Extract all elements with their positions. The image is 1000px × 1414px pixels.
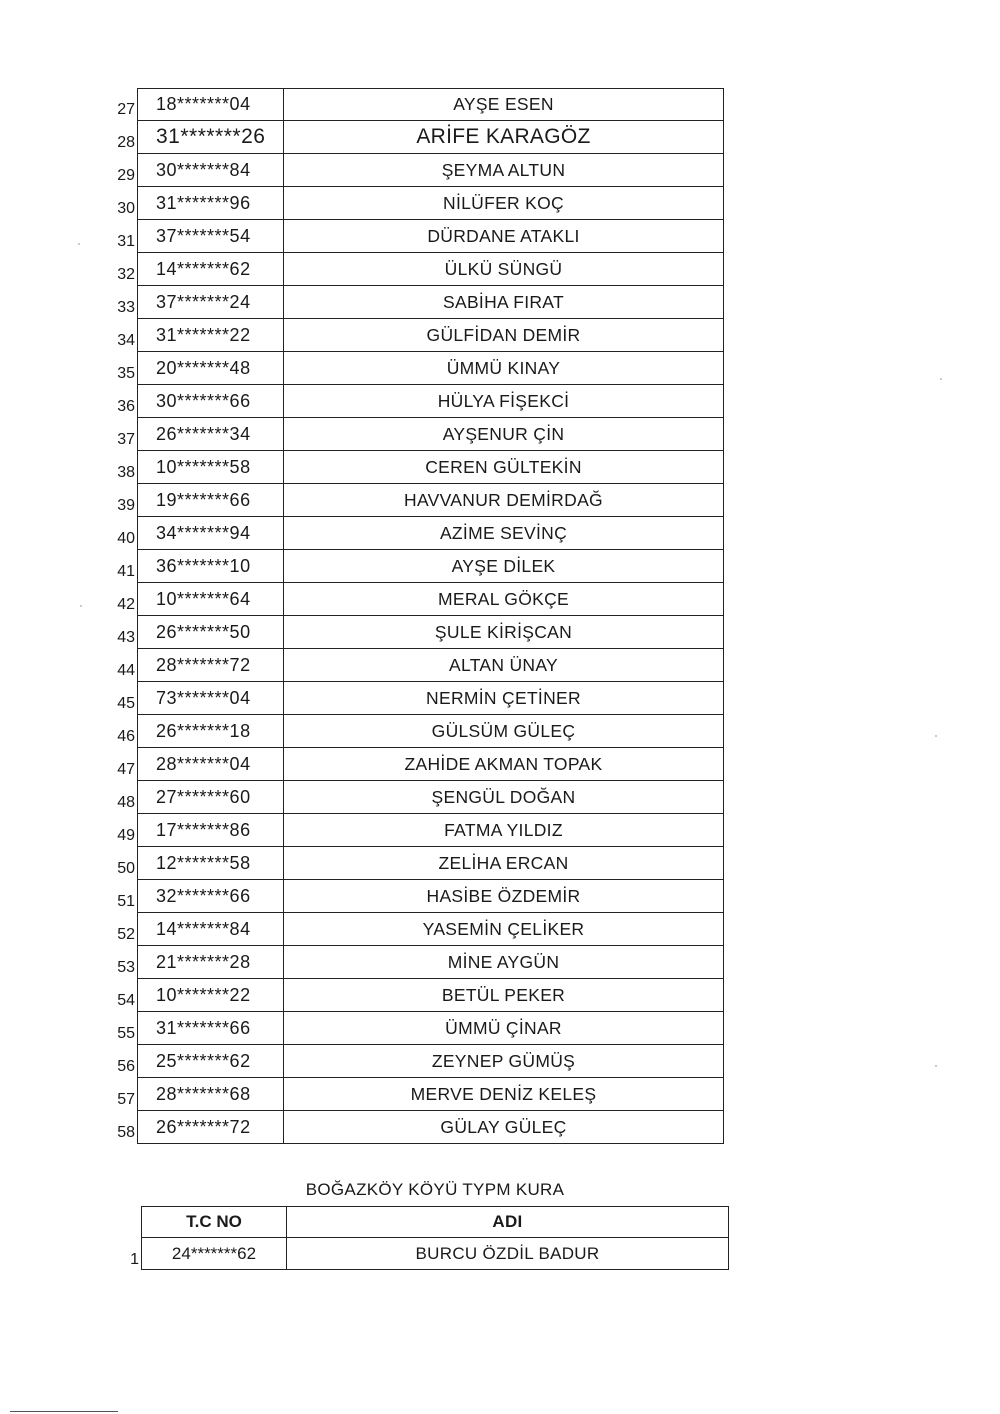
- name-cell: GÜLAY GÜLEÇ: [284, 1111, 724, 1144]
- tc-no-cell: 28*******04: [138, 748, 284, 781]
- row-number: 29: [112, 154, 138, 187]
- row-number: 35: [112, 352, 138, 385]
- table-row: [112, 550, 724, 583]
- name-cell: BETÜL PEKER: [284, 979, 724, 1012]
- table-row: [112, 187, 724, 220]
- row-number: 46: [112, 715, 138, 748]
- row-number: 51: [112, 880, 138, 913]
- table-row: [112, 814, 724, 847]
- name-cell: FATMA YILDIZ: [284, 814, 724, 847]
- tc-no-cell: 18*******04: [138, 88, 284, 121]
- tc-no-cell: 10*******22: [138, 979, 284, 1012]
- tc-no-cell: 10*******58: [138, 451, 284, 484]
- table-row: [112, 253, 724, 286]
- table-row: [112, 1111, 724, 1144]
- row-number: 42: [112, 583, 138, 616]
- row-number: 41: [112, 550, 138, 583]
- row-number: 39: [112, 484, 138, 517]
- row-number: 31: [112, 220, 138, 253]
- name-cell: CEREN GÜLTEKİN: [284, 451, 724, 484]
- table-row: [112, 946, 724, 979]
- row-number: 48: [112, 781, 138, 814]
- footer-rule: [10, 1411, 118, 1412]
- scan-speck: [935, 1065, 937, 1067]
- table-row: [112, 616, 724, 649]
- tc-no-cell: 32*******66: [138, 880, 284, 913]
- name-cell: SABİHA FIRAT: [284, 286, 724, 319]
- name-cell: GÜLSÜM GÜLEÇ: [284, 715, 724, 748]
- table-row: [112, 319, 724, 352]
- table-row: [112, 880, 724, 913]
- row-number: 57: [112, 1078, 138, 1111]
- tc-no-cell: 31*******66: [138, 1012, 284, 1045]
- tc-no-cell: 10*******64: [138, 583, 284, 616]
- tc-no-header: T.C NO: [142, 1206, 287, 1238]
- name-cell: NİLÜFER KOÇ: [284, 187, 724, 220]
- row-number: 33: [112, 286, 138, 319]
- tc-no-cell: 73*******04: [138, 682, 284, 715]
- name-cell: YASEMİN ÇELİKER: [284, 913, 724, 946]
- name-cell: GÜLFİDAN DEMİR: [284, 319, 724, 352]
- name-cell: ZELİHA ERCAN: [284, 847, 724, 880]
- table-row: [112, 418, 724, 451]
- table-row: [112, 649, 724, 682]
- row-number: 1: [116, 1238, 142, 1270]
- name-cell: AYŞE DİLEK: [284, 550, 724, 583]
- row-number-header: [116, 1206, 142, 1238]
- table-row: [112, 385, 724, 418]
- name-cell: AYŞENUR ÇİN: [284, 418, 724, 451]
- name-cell: MİNE AYGÜN: [284, 946, 724, 979]
- table-row: [112, 154, 724, 187]
- name-cell: AYŞE ESEN: [284, 88, 724, 121]
- row-number: 52: [112, 913, 138, 946]
- table-row: [112, 88, 724, 121]
- table-row: [112, 517, 724, 550]
- tc-no-cell: 37*******54: [138, 220, 284, 253]
- row-number: 32: [112, 253, 138, 286]
- table-row: [112, 979, 724, 1012]
- table-row: [112, 1012, 724, 1045]
- name-cell: ÜLKÜ SÜNGÜ: [284, 253, 724, 286]
- tc-no-cell: 26*******72: [138, 1111, 284, 1144]
- name-cell: ŞENGÜL DOĞAN: [284, 781, 724, 814]
- tc-no-cell: 30*******66: [138, 385, 284, 418]
- participant-table: [112, 88, 724, 1144]
- table-row: [112, 583, 724, 616]
- table-row: [112, 847, 724, 880]
- name-cell: ALTAN ÜNAY: [284, 649, 724, 682]
- tc-no-cell: 36*******10: [138, 550, 284, 583]
- village-table: [116, 1206, 729, 1270]
- tc-no-cell: 30*******84: [138, 154, 284, 187]
- row-number: 44: [112, 649, 138, 682]
- row-number: 43: [112, 616, 138, 649]
- row-number: 55: [112, 1012, 138, 1045]
- row-number: 27: [112, 88, 138, 121]
- tc-no-cell: 20*******48: [138, 352, 284, 385]
- name-cell: MERVE DENİZ KELEŞ: [284, 1078, 724, 1111]
- tc-no-cell: 31*******96: [138, 187, 284, 220]
- row-number: 28: [112, 121, 138, 154]
- tc-no-cell: 26*******50: [138, 616, 284, 649]
- table-row: [112, 220, 724, 253]
- table-row: [112, 451, 724, 484]
- row-number: 36: [112, 385, 138, 418]
- tc-no-cell: 24*******62: [142, 1238, 287, 1270]
- name-cell: ÜMMÜ ÇİNAR: [284, 1012, 724, 1045]
- name-cell: ARİFE KARAGÖZ: [284, 121, 724, 154]
- name-cell: ZEYNEP GÜMÜŞ: [284, 1045, 724, 1078]
- scan-speck: [935, 735, 937, 737]
- table-row: [112, 682, 724, 715]
- name-cell: HÜLYA FİŞEKCİ: [284, 385, 724, 418]
- tc-no-cell: 12*******58: [138, 847, 284, 880]
- table-row: [112, 1045, 724, 1078]
- tc-no-cell: 26*******34: [138, 418, 284, 451]
- table-row: [112, 715, 724, 748]
- row-number: 30: [112, 187, 138, 220]
- row-number: 49: [112, 814, 138, 847]
- name-cell: ŞULE KİRİŞCAN: [284, 616, 724, 649]
- tc-no-cell: 27*******60: [138, 781, 284, 814]
- tc-no-cell: 34*******94: [138, 517, 284, 550]
- table-row: [112, 748, 724, 781]
- name-header: ADI: [287, 1206, 729, 1238]
- tc-no-cell: 26*******18: [138, 715, 284, 748]
- row-number: 56: [112, 1045, 138, 1078]
- tc-no-cell: 19*******66: [138, 484, 284, 517]
- table-header-row: [116, 1206, 729, 1238]
- scan-speck: [940, 378, 942, 380]
- row-number: 58: [112, 1111, 138, 1144]
- table-row: [112, 781, 724, 814]
- table-row: [112, 484, 724, 517]
- tc-no-cell: 37*******24: [138, 286, 284, 319]
- table-row: [116, 1238, 729, 1270]
- tc-no-cell: 28*******68: [138, 1078, 284, 1111]
- table-row: [112, 913, 724, 946]
- tc-no-cell: 17*******86: [138, 814, 284, 847]
- table-row: [112, 1078, 724, 1111]
- table-row: [112, 352, 724, 385]
- row-number: 47: [112, 748, 138, 781]
- row-number: 50: [112, 847, 138, 880]
- row-number: 40: [112, 517, 138, 550]
- name-cell: BURCU ÖZDİL BADUR: [287, 1238, 729, 1270]
- tc-no-cell: 31*******26: [138, 121, 284, 154]
- scan-speck: [78, 243, 80, 245]
- name-cell: ZAHİDE AKMAN TOPAK: [284, 748, 724, 781]
- row-number: 38: [112, 451, 138, 484]
- row-number: 34: [112, 319, 138, 352]
- name-cell: AZİME SEVİNÇ: [284, 517, 724, 550]
- tc-no-cell: 14*******62: [138, 253, 284, 286]
- tc-no-cell: 28*******72: [138, 649, 284, 682]
- row-number: 54: [112, 979, 138, 1012]
- name-cell: DÜRDANE ATAKLI: [284, 220, 724, 253]
- name-cell: HASİBE ÖZDEMİR: [284, 880, 724, 913]
- tc-no-cell: 25*******62: [138, 1045, 284, 1078]
- table-row: [112, 121, 724, 154]
- name-cell: ŞEYMA ALTUN: [284, 154, 724, 187]
- scan-speck: [80, 605, 82, 607]
- tc-no-cell: 21*******28: [138, 946, 284, 979]
- row-number: 45: [112, 682, 138, 715]
- tc-no-cell: 14*******84: [138, 913, 284, 946]
- row-number: 53: [112, 946, 138, 979]
- name-cell: ÜMMÜ KINAY: [284, 352, 724, 385]
- tc-no-cell: 31*******22: [138, 319, 284, 352]
- name-cell: MERAL GÖKÇE: [284, 583, 724, 616]
- name-cell: NERMİN ÇETİNER: [284, 682, 724, 715]
- row-number: 37: [112, 418, 138, 451]
- table-row: [112, 286, 724, 319]
- name-cell: HAVVANUR DEMİRDAĞ: [284, 484, 724, 517]
- section-title: BOĞAZKÖY KÖYÜ TYPM KURA: [305, 1180, 565, 1199]
